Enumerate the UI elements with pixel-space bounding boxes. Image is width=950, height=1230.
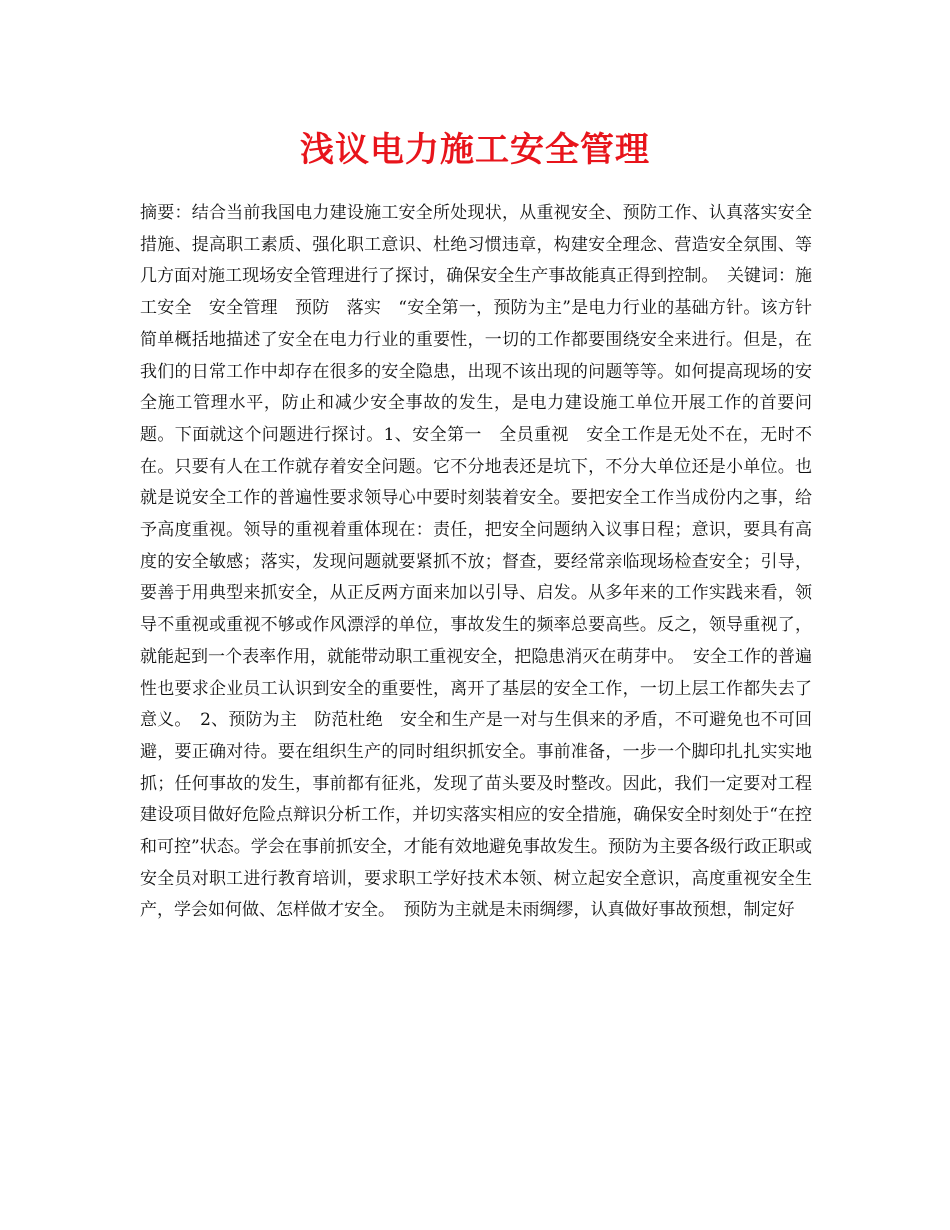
document-body: 摘要：结合当前我国电力建设施工安全所处现状，从重视安全、预防工作、认真落实安全措施、提高职工素质、强化职工意识、杜绝习惯违章，构建安全理念、营造安全氛围、等几方面对施工现场安全管理进行了探讨，确保安全生产事故能真正得到控制。 关键词：施工安全 安全管理 预防 落实 “安全第一，预防为主”是电力行业的基础方针。该方针简单概括地描述了安全在电力行业的重要性，一切的工作都要围绕安全来进行。但是，在我们的日常工作中却存在很多的安全隐患，出现不该出现的问题等等。如何提高现场的安全施工管理水平，防止和减少安全事故的发生，是电力建设施工单位开展工作的首要问题。下面就这个问题进行探讨。1、安全第一 全员重视 安全工作是无处不在，无时不在。只要有人在工作就存着安全问题。它不分地表还是坑下，不分大单位还是小单位。也就是说安全工作的普遍性要求领导心中要时刻装着安全。要把安全工作当成份内之事，给予高度重视。领导的重视着重体现在：责任，把安全问题纳入议事日程；意识，要具有高度的安全敏感；落实，发现问题就要紧抓不放；督查，要经常亲临现场检查安全；引导，要善于用典型来抓安全，从正反两方面来加以引导、启发。从多年来的工作实践来看，领导不重视或重视不够或作风漂浮的单位，事故发生的频率总要高些。反之，领导重视了，就能起到一个表率作用，就能带动职工重视安全，把隐患消灭在萌芽中。 安全工作的普遍性也要求企业员工认识到安全的重要性，离开了基层的安全工作，一切上层工作都失去了意义。 2、预防为主 防范杜绝 安全和生产是一对与生俱来的矛盾，不可避免也不可回避，要正确对待。要在组织生产的同时组织抓安全。事前准备，一步一个脚印扎扎实实地抓；任何事故的发生，事前都有征兆，发现了苗头要及时整改。因此，我们一定要对工程建设项目做好危险点辩识分析工作，并切实落实相应的安全措施，确保安全时刻处于“在控和可控”状态。学会在事前抓安全，才能有效地避免事故发生。预防为主要各级行政正职或安全员对职工进行教育培训，要求职工学好技术本领、树立起安全意识，高度重视安全生产，学会如何做、怎样做才安全。 预防为主就是未雨绸缪，认真做好事故预想，制定好 <box>140 203 812 921</box>
document-title: 浅议电力施工安全管理 <box>300 130 650 170</box>
